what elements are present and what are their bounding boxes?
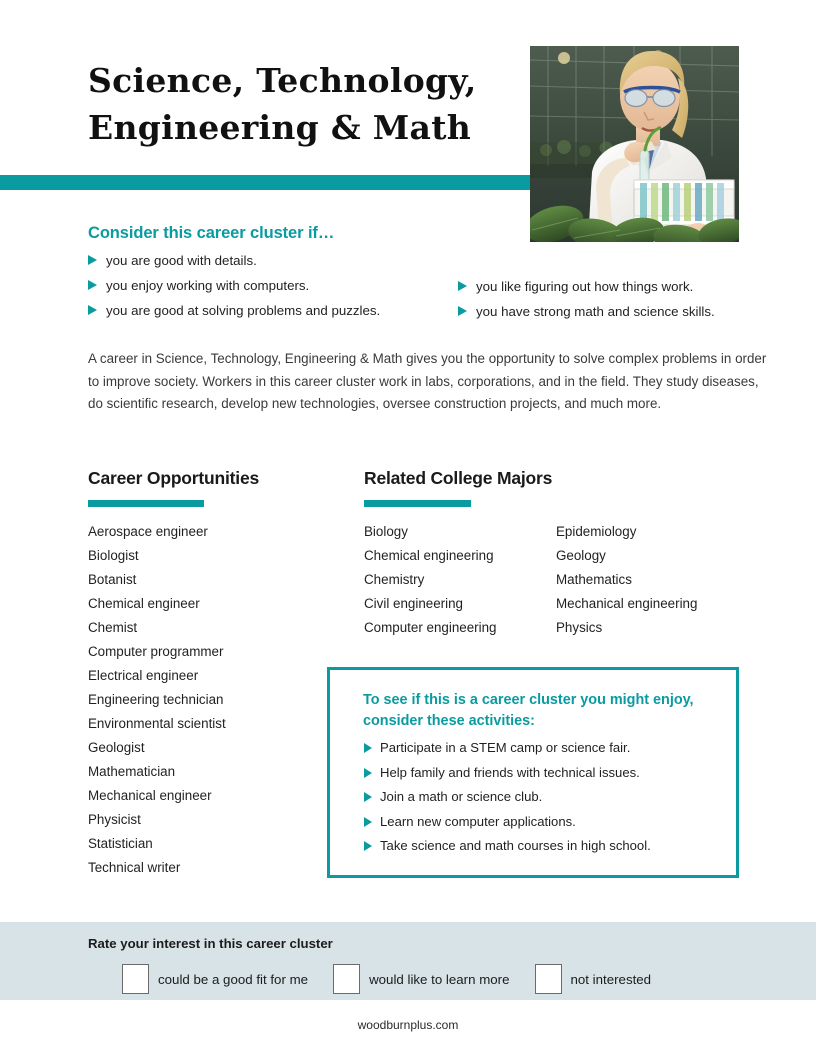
list-item: [88, 277, 458, 294]
list-item: Computer programmer: [88, 644, 224, 659]
list-item: Statistician: [88, 836, 153, 851]
triangle-bullet-icon: [88, 305, 97, 315]
list-item: [458, 303, 778, 320]
hero-photo: [530, 46, 739, 242]
list-item: Epidemiology: [556, 524, 637, 539]
rating-option-label: not interested: [570, 971, 652, 987]
list-item-label: you like figuring out how things work.: [476, 279, 694, 294]
list-item: Aerospace engineer: [88, 524, 208, 539]
list-item: Engineering technician: [88, 692, 224, 707]
triangle-bullet-icon: [364, 743, 372, 753]
triangle-bullet-icon: [458, 281, 467, 291]
rating-option-label: could be a good fit for me: [158, 971, 309, 987]
title-line-1: Science, Technology,: [88, 61, 477, 100]
list-item: Mathematician: [88, 764, 176, 779]
list-item-label: you are good at solving problems and puzzles.: [106, 303, 381, 318]
related-majors-heading: Related College Majors: [364, 468, 553, 488]
rating-option-not-interested[interactable]: [535, 964, 652, 994]
list-item-label: you are good with details.: [106, 253, 257, 268]
triangle-bullet-icon: [364, 817, 372, 827]
main-title-heading: [88, 58, 528, 152]
list-item: Chemistry: [364, 572, 425, 587]
list-item: Biologist: [88, 548, 139, 563]
list-item: Technical writer: [88, 860, 181, 875]
list-item: Chemical engineer: [88, 596, 200, 611]
consider-column-right: [458, 252, 778, 328]
checkbox-learn-more[interactable]: [333, 964, 360, 994]
triangle-bullet-icon: [88, 255, 97, 265]
header-accent-bar: [0, 175, 530, 190]
career-opportunities-list: [88, 520, 328, 880]
scientist-greenhouse-illustration: [530, 46, 739, 242]
checkbox-not-interested[interactable]: [535, 964, 562, 994]
triangle-bullet-icon: [364, 841, 372, 851]
activities-list: [364, 740, 728, 863]
triangle-bullet-icon: [458, 306, 467, 316]
consider-heading: Consider this career cluster if…: [88, 224, 335, 242]
career-opportunities-rule: [88, 500, 204, 507]
list-item-label: Participate in a STEM camp or science fair.: [380, 740, 631, 755]
rating-label: Rate your interest in this career cluster: [88, 936, 333, 951]
list-item: Environmental scientist: [88, 716, 226, 731]
consider-column-left: [88, 252, 458, 327]
intro-paragraph: A career in Science, Technology, Engineering & Math gives you the opportunity to solve complex problems in order to improve society. Workers in this career cluster work in labs, corporations, and in the field. They study diseases, do scientific research, develop new technologies, oversee construction projects, and much more.: [88, 351, 767, 411]
list-item: [364, 740, 728, 756]
list-item: [364, 838, 728, 854]
checkbox-good-fit[interactable]: [122, 964, 149, 994]
list-item: Botanist: [88, 572, 137, 587]
list-item: [364, 814, 728, 830]
rating-option-learn-more[interactable]: [333, 964, 509, 994]
list-item: Civil engineering: [364, 596, 463, 611]
list-item: [88, 302, 458, 319]
triangle-bullet-icon: [88, 280, 97, 290]
list-item-label: Learn new computer applications.: [380, 813, 576, 829]
list-item: Geologist: [88, 740, 145, 755]
list-item: Physicist: [88, 812, 141, 827]
list-item: [364, 765, 728, 781]
title-line-2: Engineering & Math: [88, 107, 472, 147]
list-item: [88, 252, 458, 269]
list-item-label: Take science and math courses in high school.: [380, 838, 651, 853]
career-opportunities-heading: Career Opportunities: [88, 468, 260, 488]
list-item-label: Help family and friends with technical issues.: [380, 764, 640, 780]
page-title: [88, 58, 528, 152]
list-item-label: you have strong math and science skills.: [476, 304, 715, 319]
list-item: Mathematics: [556, 572, 632, 587]
triangle-bullet-icon: [364, 768, 372, 778]
list-item: Chemical engineering: [364, 548, 494, 563]
list-item: Geology: [556, 548, 606, 563]
rating-option-good-fit[interactable]: [122, 964, 308, 994]
list-item: [364, 789, 728, 805]
list-item-label: Join a math or science club.: [380, 789, 543, 804]
related-majors-column-2: [556, 520, 756, 640]
list-item: Electrical engineer: [88, 668, 199, 683]
list-item-label: you enjoy working with computers.: [106, 278, 310, 293]
list-item: Chemist: [88, 620, 138, 635]
triangle-bullet-icon: [364, 792, 372, 802]
list-item: [458, 278, 778, 295]
list-item: Mechanical engineering: [556, 596, 698, 611]
activities-title: To see if this is a career cluster you might enjoy, consider these activities:: [363, 692, 694, 729]
activities-box: [327, 667, 739, 878]
rating-band: [0, 922, 816, 1000]
rating-option-label: would like to learn more: [369, 971, 510, 987]
related-majors-rule: [364, 500, 471, 507]
list-item: Physics: [556, 620, 603, 635]
list-item: Biology: [364, 524, 408, 539]
site-credit: woodburnplus.com: [357, 1018, 459, 1032]
related-majors-column-1: [364, 520, 544, 640]
rating-options: [122, 964, 651, 994]
list-item: Computer engineering: [364, 620, 497, 635]
list-item: Mechanical engineer: [88, 788, 212, 803]
